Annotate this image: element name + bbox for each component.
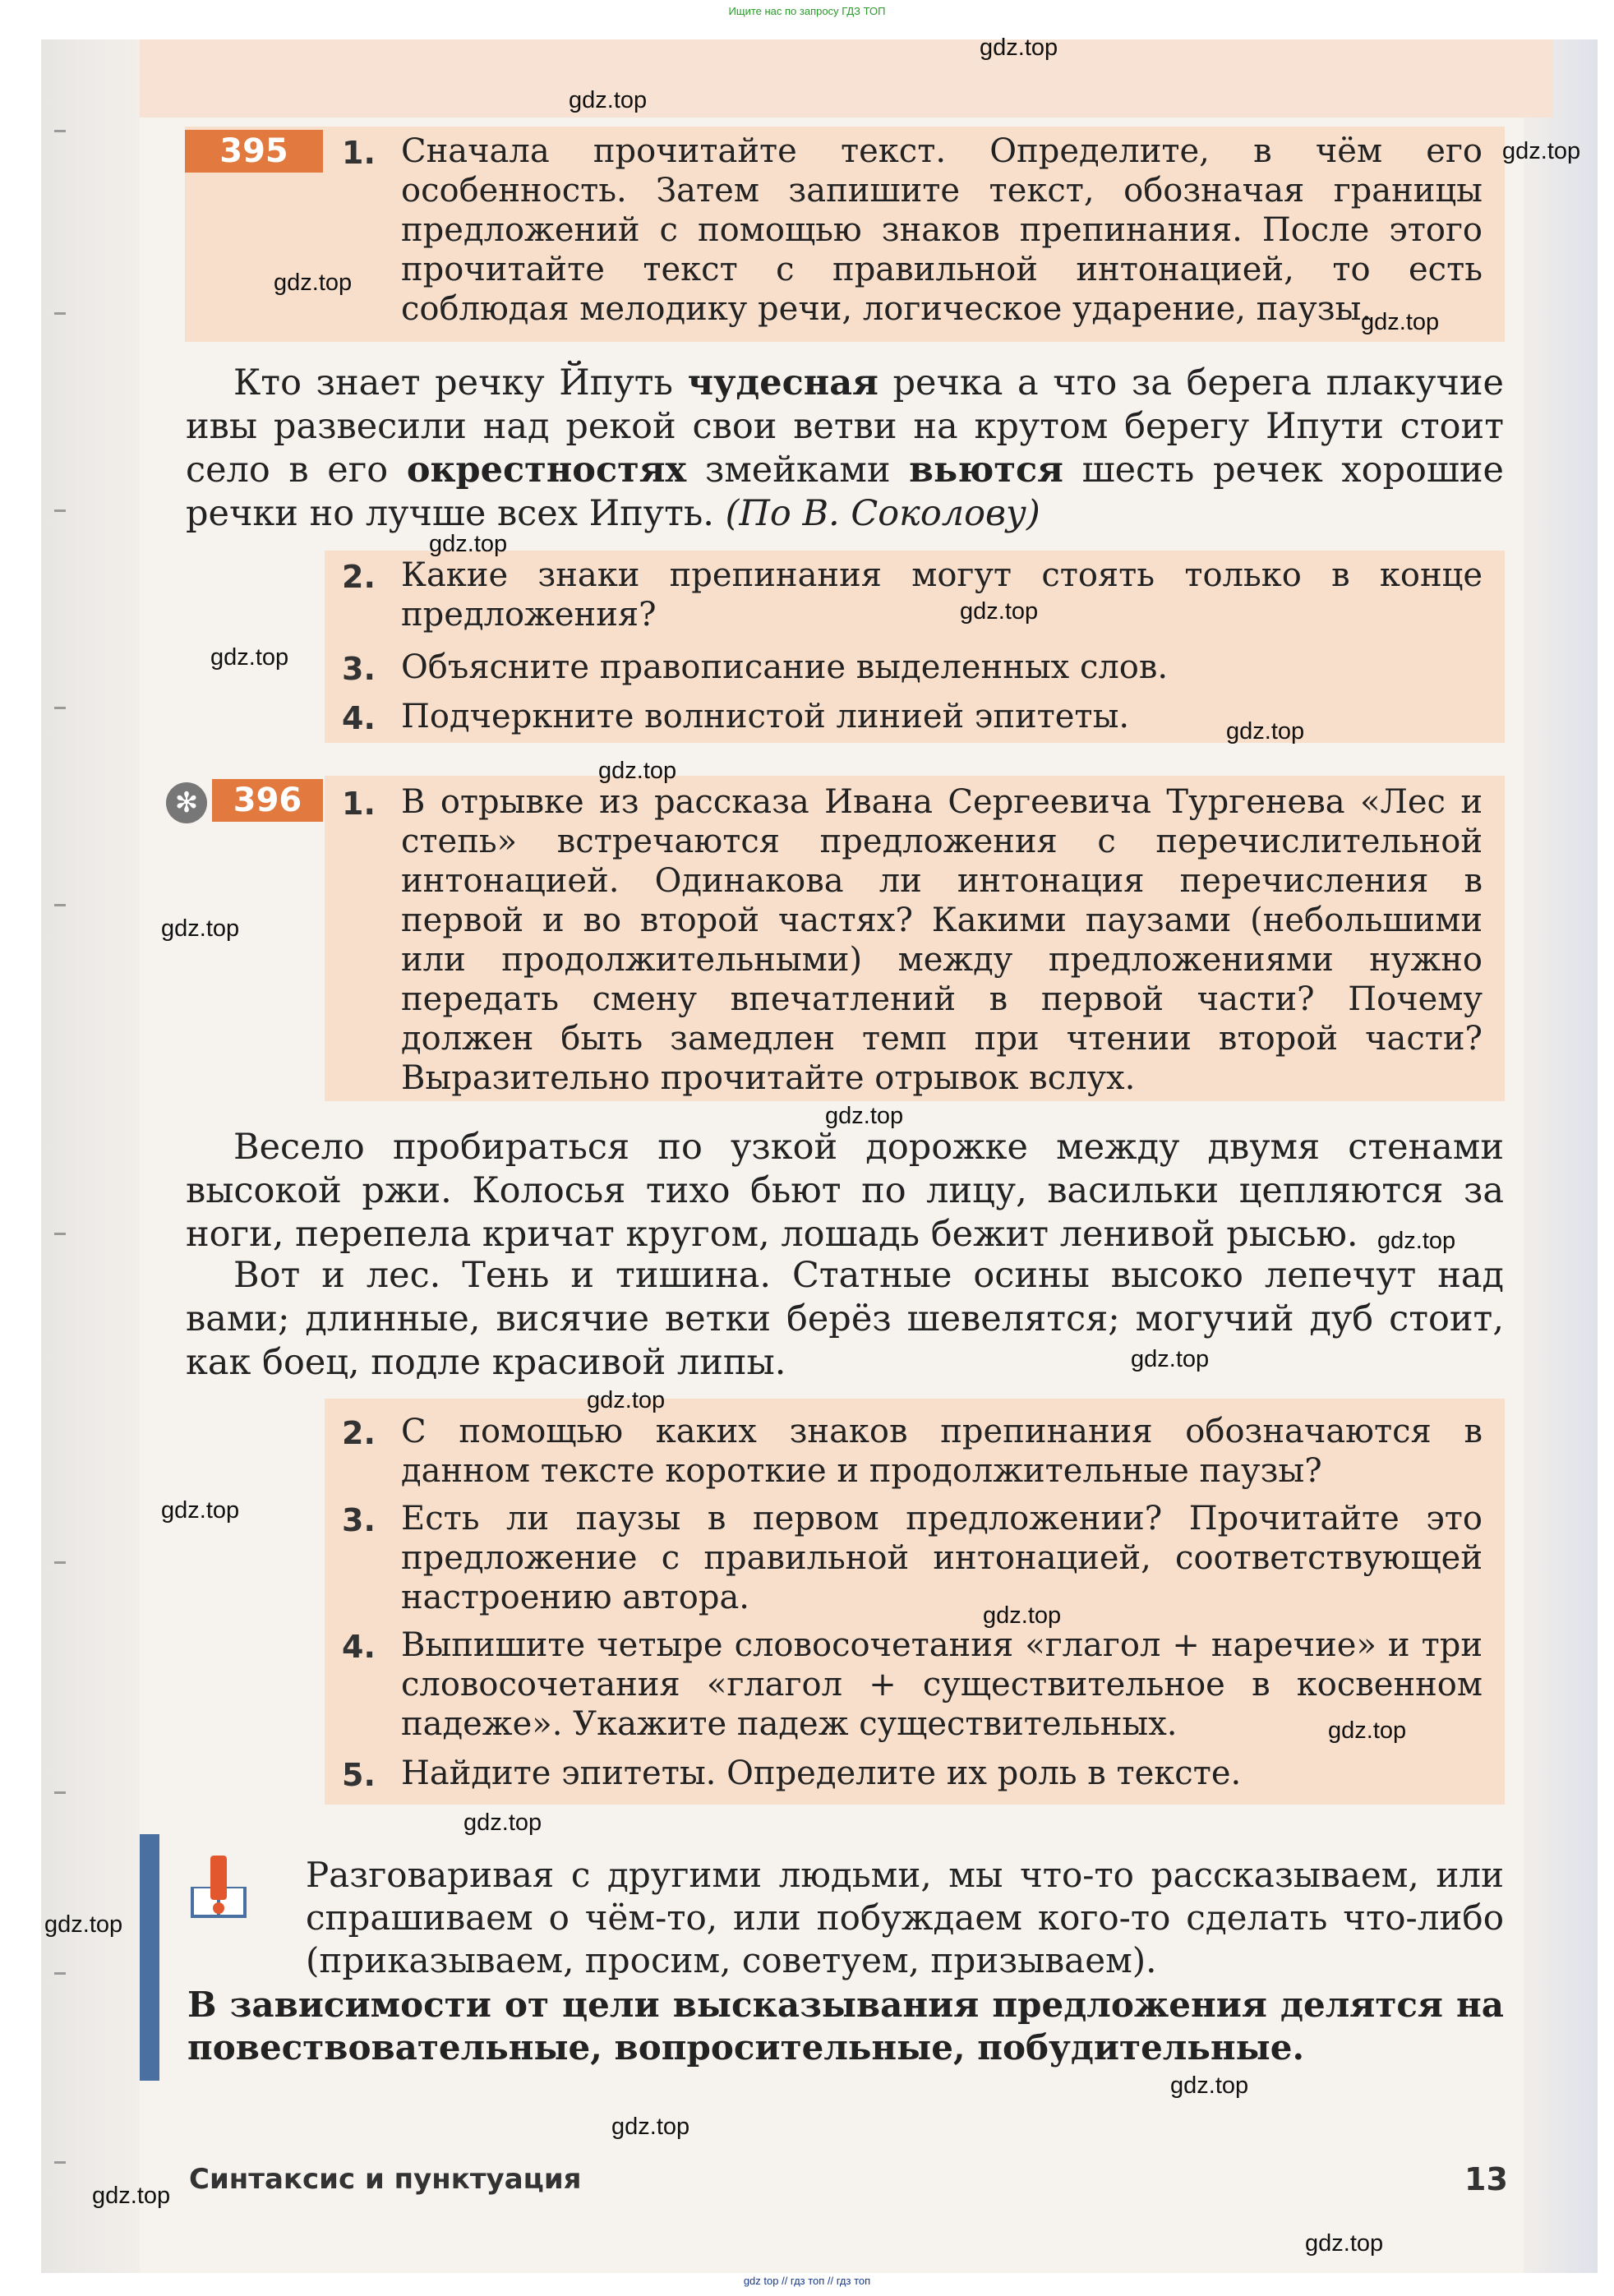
watermark: gdz.top (1328, 1717, 1407, 1744)
text-fragment: змейками (686, 450, 910, 491)
rule-accent-bar (140, 1834, 159, 2081)
binding-mark (54, 2161, 66, 2164)
binding-mark (54, 509, 66, 512)
footer-section-title: Синтаксис и пунктуация (189, 2163, 582, 2196)
watermark: gdz.top (210, 644, 289, 671)
text-fragment: речка а что за берега плакучие ивы развесили над рекой свои ветви на крутом берегу Ипути стоит село в его (186, 362, 1504, 491)
exercise-number-396: 396 (212, 779, 323, 822)
watermark: gdz.top (960, 598, 1039, 625)
binding-mark (54, 904, 66, 906)
top-band (140, 39, 1553, 118)
question-number: 3. (342, 1502, 376, 1538)
exercise-396-question-4: Выпишите четыре словосочетания «глагол + наречие» и три словосочетания «глагол + существительное в косвенном падеже». Укажите падеж существительных. (401, 1626, 1483, 1743)
bold-word: окрестностях (406, 450, 687, 491)
exercise-396-question-2: С помощью каких знаков препинания обозначаются в данном тексте короткие и продолжительные паузы? (401, 1413, 1483, 1490)
exercise-395-question-4: Подчеркните волнистой линией эпитеты. (401, 698, 1130, 735)
binding-mark (54, 312, 66, 315)
watermark: gdz.top (1226, 718, 1305, 745)
question-number: 2. (342, 1415, 376, 1451)
text-fragment: шесть речек хорошие речки но лучше всех Ипуть. (186, 450, 1504, 534)
watermark: gdz.top (1305, 2230, 1384, 2257)
question-number: 3. (342, 651, 376, 687)
question-number: 4. (342, 1629, 376, 1665)
exercise-396-paragraph-2: Вот и лес. Тень и тишина. Статные осины высоко лепечут над вами; длинные, висячие ветки берёз шевелятся; могучий дуб стоит, как боец, подле красивой липы. (186, 1255, 1504, 1383)
exercise-395-text (186, 362, 1504, 536)
question-number: 5. (342, 1757, 376, 1793)
binding-mark (54, 130, 66, 132)
watermark: gdz.top (611, 2114, 690, 2140)
watermark: gdz.top (463, 1810, 542, 1836)
rule-text: Разговаривая с другими людьми, мы что-то рассказываем, или спрашиваем о чём-то, или побуждаем кого-то сделать что-либо (приказываем, просим, советуем, призываем). (306, 1855, 1504, 1980)
watermark: gdz.top (825, 1103, 904, 1129)
watermark: gdz.top (274, 270, 353, 296)
text-fragment: Кто знает речку Йпуть (233, 362, 688, 403)
watermark: gdz.top (161, 1497, 240, 1524)
page-number: 13 (1464, 2161, 1508, 2197)
watermark: gdz.top (1170, 2072, 1249, 2099)
exercise-396-question-1: В отрывке из рассказа Ивана Сергеевича Тургенева «Лес и степь» встречаются предложения с перечислительной интонацией. Одинакова ли интонация перечисления в первой и во второй частях? Какими паузами (небольшими или продолжительными) между предложениями нужно передать смену впечатлений в первой части? Почему должен быть замедлен темп при чтении второй части? Выразительно прочитайте отрывок вслух. (401, 783, 1483, 1097)
binding-mark (54, 1791, 66, 1794)
watermark: gdz.top (587, 1387, 666, 1413)
watermark: gdz.top (983, 1602, 1062, 1629)
binding-mark (54, 1561, 66, 1564)
watermark: gdz.top (1131, 1346, 1210, 1372)
question-number: 1. (342, 135, 376, 171)
binding-mark (54, 1972, 66, 1975)
binding-mark (54, 707, 66, 709)
watermark: gdz.top (429, 531, 508, 557)
bottom-banner: gdz top // гдз топ // гдз топ (743, 2275, 871, 2287)
watermark: gdz.top (1377, 1228, 1456, 1254)
question-number: 2. (342, 559, 376, 595)
exercise-number-395: 395 (185, 130, 323, 173)
exercise-396-question-3: Есть ли паузы в первом предложении? Прочитайте это предложение с правильной интонацией, соответствующей настроению автора. (401, 1500, 1483, 1616)
exercise-395-question-3: Объясните правописание выделенных слов. (401, 648, 1169, 686)
exclamation-book-icon (189, 1854, 248, 1920)
top-banner: Ищите нас по запросу ГДЗ ТОП (728, 5, 886, 17)
source-attribution: (По В. Соколову) (725, 493, 1040, 534)
watermark: gdz.top (598, 758, 677, 784)
page-right-edge (1524, 39, 1598, 2273)
binding-mark (54, 1233, 66, 1235)
exercise-396-question-5: Найдите эпитеты. Определите их роль в тексте. (401, 1754, 1242, 1792)
watermark: gdz.top (980, 35, 1058, 61)
exercise-395-question-1: Сначала прочитайте текст. Определите, в чём его особенность. Затем запишите текст, обозначая границы предложений с помощью знаков препинания. После этого прочитайте текст с правильной интонацией, то есть соблюдая мелодику речи, логическое ударение, паузы. (401, 132, 1483, 328)
watermark: gdz.top (1361, 309, 1440, 335)
question-number: 4. (342, 700, 376, 736)
exercise-396-paragraph-1: Весело пробираться по узкой дорожке между двумя стенами высокой ржи. Колосья тихо бьют по лицу, васильки цепляются за ноги, перепела кричат кругом, лошадь бежит ленивой рысью. (186, 1127, 1504, 1255)
watermark: gdz.top (1502, 138, 1581, 164)
star-icon: ✻ (166, 782, 207, 823)
question-number: 1. (342, 786, 376, 822)
watermark: gdz.top (44, 1911, 123, 1938)
bold-word: вьются (909, 450, 1063, 491)
bold-word: чудесная (687, 362, 878, 403)
watermark: gdz.top (569, 87, 648, 113)
watermark: gdz.top (92, 2183, 171, 2209)
watermark: gdz.top (161, 915, 240, 942)
rule-definition: В зависимости от цели высказывания предложения делятся на повествовательные, вопросительные, побудительные. (187, 1985, 1504, 2068)
exercise-395-question-2: Какие знаки препинания могут стоять только в конце предложения? (401, 556, 1483, 634)
